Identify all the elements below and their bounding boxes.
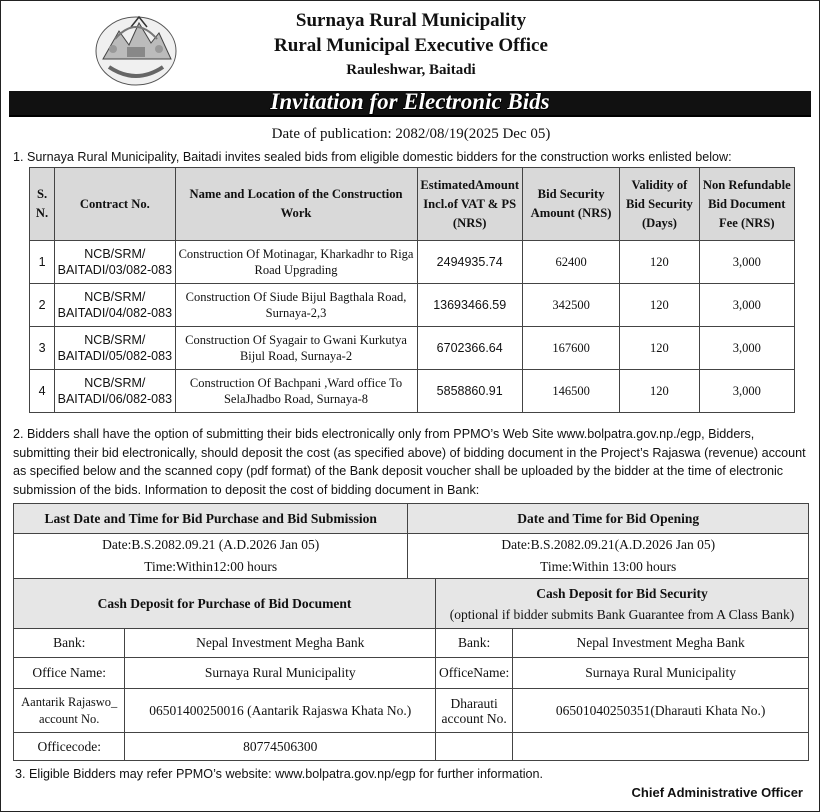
row-security: 146500	[522, 370, 619, 413]
row-contract: NCB/SRM/ BAITADI/04/082-083	[55, 284, 175, 327]
electronic-bid-paragraph: 2. Bidders shall have the option of submitting their bids electronically only from PPMO’s Web Site www.bolpatra.gov.np./egp, Bidders, submitting their bid electronically, should deposit the cost (as specified above) of bidding document in the Project’s Rajaswa (revenue) account as specified below and the scanned copy (pdf format) of the Bank deposit voucher shall be uploaded by the bidder at the time of electronic submission of the bids. Information to deposit the cost of bidding document in Bank:	[13, 427, 806, 497]
right-bank-label: Bank:	[436, 629, 513, 658]
dates-header-row	[14, 504, 809, 534]
row-security: 342500	[522, 284, 619, 327]
row-sn: 3	[30, 327, 55, 370]
title-banner	[9, 91, 811, 117]
table-row	[30, 327, 795, 370]
left-account-label: Aantarik Rajaswo_ account No.	[14, 689, 125, 733]
purchase-time: Time:Within12:00 hours	[144, 559, 278, 574]
bank-row	[14, 629, 809, 658]
intro-paragraph: 1. Surnaya Rural Municipality, Baitadi invites sealed bids from eligible domestic bidders for the construction works enlisted below:	[13, 150, 732, 164]
row-amount: 5858860.91	[417, 370, 522, 413]
table-row	[30, 241, 795, 284]
row-sn: 1	[30, 241, 55, 284]
row-work: Construction Of Syagair to Gwani Kurkutya Bijul Road, Surnaya-2	[175, 327, 417, 370]
row-amount: 13693466.59	[417, 284, 522, 327]
security-deposit-note: (optional if bidder submits Bank Guarantee from A Class Bank)	[449, 606, 795, 622]
publication-date: Date of publication: 2082/08/19(2025 Dec 05)	[271, 126, 551, 142]
empty-cell	[436, 733, 513, 761]
officecode-row	[14, 733, 809, 761]
purchase-deadline-cell	[14, 534, 408, 579]
row-work: Construction Of Motinagar, Kharkadhr to Riga Road Upgrading	[175, 241, 417, 284]
col-sn: S. N.	[30, 168, 55, 241]
table-row	[30, 370, 795, 413]
doc-deposit-heading: Cash Deposit for Purchase of Bid Document	[14, 579, 436, 629]
col-work: Name and Location of the Construction Work	[175, 168, 417, 241]
right-office-value: Surnaya Rural Municipality	[513, 658, 809, 689]
right-account-value: 06501040250351(Dharauti Khata No.)	[513, 689, 809, 733]
deposit-table	[13, 503, 809, 761]
bids-table	[29, 167, 795, 413]
purchase-date: Date:B.S.2082.09.21 (A.D.2026 Jan 05)	[102, 537, 320, 552]
empty-cell	[513, 733, 809, 761]
row-validity: 120	[620, 327, 699, 370]
account-row	[14, 689, 809, 733]
row-amount: 6702366.64	[417, 327, 522, 370]
bids-table-header	[30, 168, 795, 241]
row-sn: 4	[30, 370, 55, 413]
security-deposit-heading-cell	[436, 579, 809, 629]
security-deposit-heading: Cash Deposit for Bid Security	[536, 585, 708, 601]
left-bank-label: Bank:	[14, 629, 125, 658]
deposit-header-row	[14, 579, 809, 629]
officecode-label: Officecode:	[14, 733, 125, 761]
row-fee: 3,000	[699, 370, 794, 413]
row-fee: 3,000	[699, 327, 794, 370]
opening-cell	[408, 534, 809, 579]
col-amount: EstimatedAmount Incl.of VAT & PS (NRS)	[417, 168, 522, 241]
row-security: 62400	[522, 241, 619, 284]
purchase-deadline-heading: Last Date and Time for Bid Purchase and Bid Submission	[14, 504, 408, 534]
opening-date: Date:B.S.2082.09.21(A.D.2026 Jan 05)	[501, 537, 716, 552]
office-name: Rural Municipal Executive Office	[274, 35, 548, 56]
signatory: Chief Administrative Officer	[631, 785, 803, 800]
row-fee: 3,000	[699, 284, 794, 327]
left-office-label: Office Name:	[14, 658, 125, 689]
banner-title: Invitation for Electronic Bids	[270, 89, 550, 114]
officecode-value: 80774506300	[125, 733, 436, 761]
col-validity: Validity of Bid Security (Days)	[620, 168, 699, 241]
municipality-name: Surnaya Rural Municipality	[295, 10, 527, 31]
col-contract: Contract No.	[55, 168, 175, 241]
row-work: Construction Of Siude Bijul Bagthala Road, Surnaya-2,3	[175, 284, 417, 327]
row-sn: 2	[30, 284, 55, 327]
right-account-label: Dharauti account No.	[436, 689, 513, 733]
row-contract: NCB/SRM/ BAITADI/03/082-083	[55, 241, 175, 284]
row-contract: NCB/SRM/ BAITADI/05/082-083	[55, 327, 175, 370]
row-amount: 2494935.74	[417, 241, 522, 284]
right-office-label: OfficeName:	[436, 658, 513, 689]
row-validity: 120	[620, 241, 699, 284]
row-contract: NCB/SRM/ BAITADI/06/082-083	[55, 370, 175, 413]
opening-time: Time:Within 13:00 hours	[540, 559, 677, 574]
row-fee: 3,000	[699, 241, 794, 284]
table-row	[30, 284, 795, 327]
row-work: Construction Of Bachpani ,Ward office To SelaJhadbo Road, Surnaya-8	[175, 370, 417, 413]
office-location: Rauleshwar, Baitadi	[346, 62, 476, 78]
dates-value-row	[14, 534, 809, 579]
left-bank-value: Nepal Investment Megha Bank	[125, 629, 436, 658]
row-validity: 120	[620, 284, 699, 327]
opening-heading: Date and Time for Bid Opening	[408, 504, 809, 534]
further-info-paragraph: 3. Eligible Bidders may refer PPMO’s website: www.bolpatra.gov.np/egp for further information.	[15, 767, 544, 781]
notice-header	[1, 1, 819, 91]
office-row	[14, 658, 809, 689]
row-validity: 120	[620, 370, 699, 413]
left-account-value: 06501400250016 (Aantarik Rajaswa Khata No.)	[125, 689, 436, 733]
row-security: 167600	[522, 327, 619, 370]
left-office-value: Surnaya Rural Municipality	[125, 658, 436, 689]
right-bank-value: Nepal Investment Megha Bank	[513, 629, 809, 658]
col-fee: Non Refundable Bid Document Fee (NRS)	[699, 168, 794, 241]
col-security: Bid Security Amount (NRS)	[522, 168, 619, 241]
